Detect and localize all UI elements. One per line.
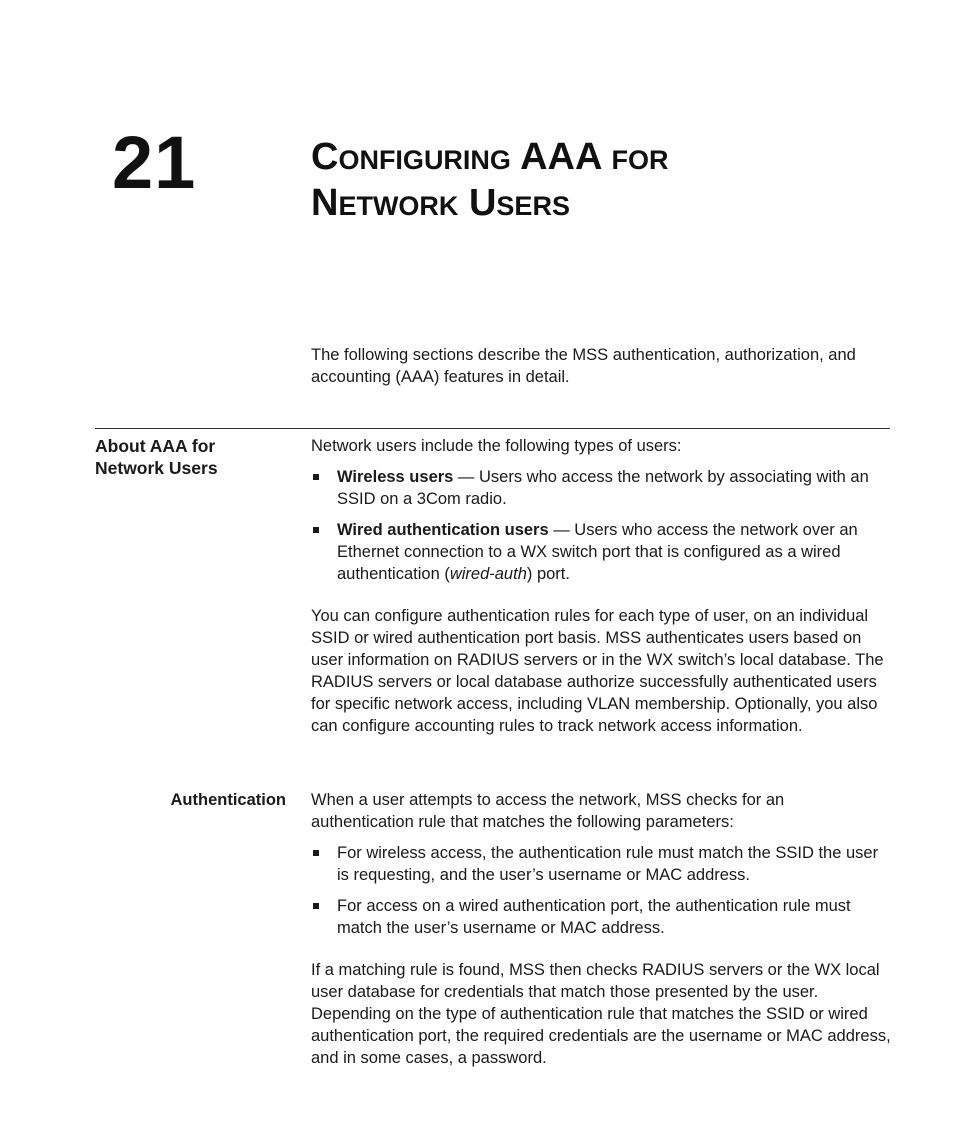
bullet-square-icon	[313, 850, 319, 856]
term-wired-auth-users: Wired authentication users	[337, 521, 549, 539]
wireless-access-text: For wireless access, the authentication rule must match the SSID the user is requesting, and the user’s username or MAC address.	[337, 844, 879, 884]
wired-users-description: — Users who access the network over an Ethernet connection to a WX switch port that is configured as a wired authentication (	[337, 521, 858, 583]
wired-auth-term: wired-auth	[449, 565, 527, 583]
authentication-section	[311, 789, 891, 1069]
list-item-wired-auth-users	[311, 519, 891, 585]
section-divider	[95, 428, 890, 429]
subsection-heading-authentication: Authentication	[170, 791, 286, 809]
section-heading-about-aaa: About AAA for Network Users	[95, 436, 218, 478]
wired-users-description-end: ) port.	[526, 565, 570, 583]
term-wireless-users: Wireless users	[337, 468, 454, 486]
chapter-number: 21	[112, 121, 197, 204]
authentication-parameters-list	[311, 842, 891, 939]
wireless-users-description: — Users who access the network by associating with an SSID on a 3Com radio.	[337, 468, 869, 508]
list-item-wireless-users	[311, 466, 891, 510]
chapter-title-line-2: Network Users	[311, 182, 570, 224]
about-paragraph: You can configure authentication rules for each type of user, on an individual SSID or wired authentication port basis. MSS authenticates users based on user information on RADIUS servers or in the WX switch’s local database. The RADIUS servers or local database authorize successfully authenticated users for specific network access, including VLAN membership. Optionally, you also can configure accounting rules to track network access information.	[311, 607, 884, 735]
chapter-title-line-1: Configuring AAA for	[311, 136, 669, 178]
authentication-paragraph: If a matching rule is found, MSS then checks RADIUS servers or the WX local user database for credentials that match those presented by the user. Depending on the type of authentication rule that matches the SSID or wired authentication port, the required credentials are the username or MAC address, and in some cases, a password.	[311, 961, 891, 1067]
user-types-list	[311, 466, 891, 585]
list-item-wired-access	[311, 895, 891, 939]
bullet-square-icon	[313, 903, 319, 909]
about-lead-text: Network users include the following types of users:	[311, 437, 682, 455]
list-item-wireless-access	[311, 842, 891, 886]
authentication-lead-text: When a user attempts to access the network, MSS checks for an authentication rule that matches the following parameters:	[311, 791, 785, 831]
bullet-square-icon	[313, 474, 319, 480]
intro-paragraph: The following sections describe the MSS authentication, authorization, and accounting (AAA) features in detail.	[311, 346, 856, 386]
about-aaa-section	[311, 435, 891, 737]
bullet-square-icon	[313, 527, 319, 533]
wired-access-text: For access on a wired authentication port, the authentication rule must match the user’s username or MAC address.	[337, 897, 851, 937]
chapter-title	[311, 134, 669, 226]
